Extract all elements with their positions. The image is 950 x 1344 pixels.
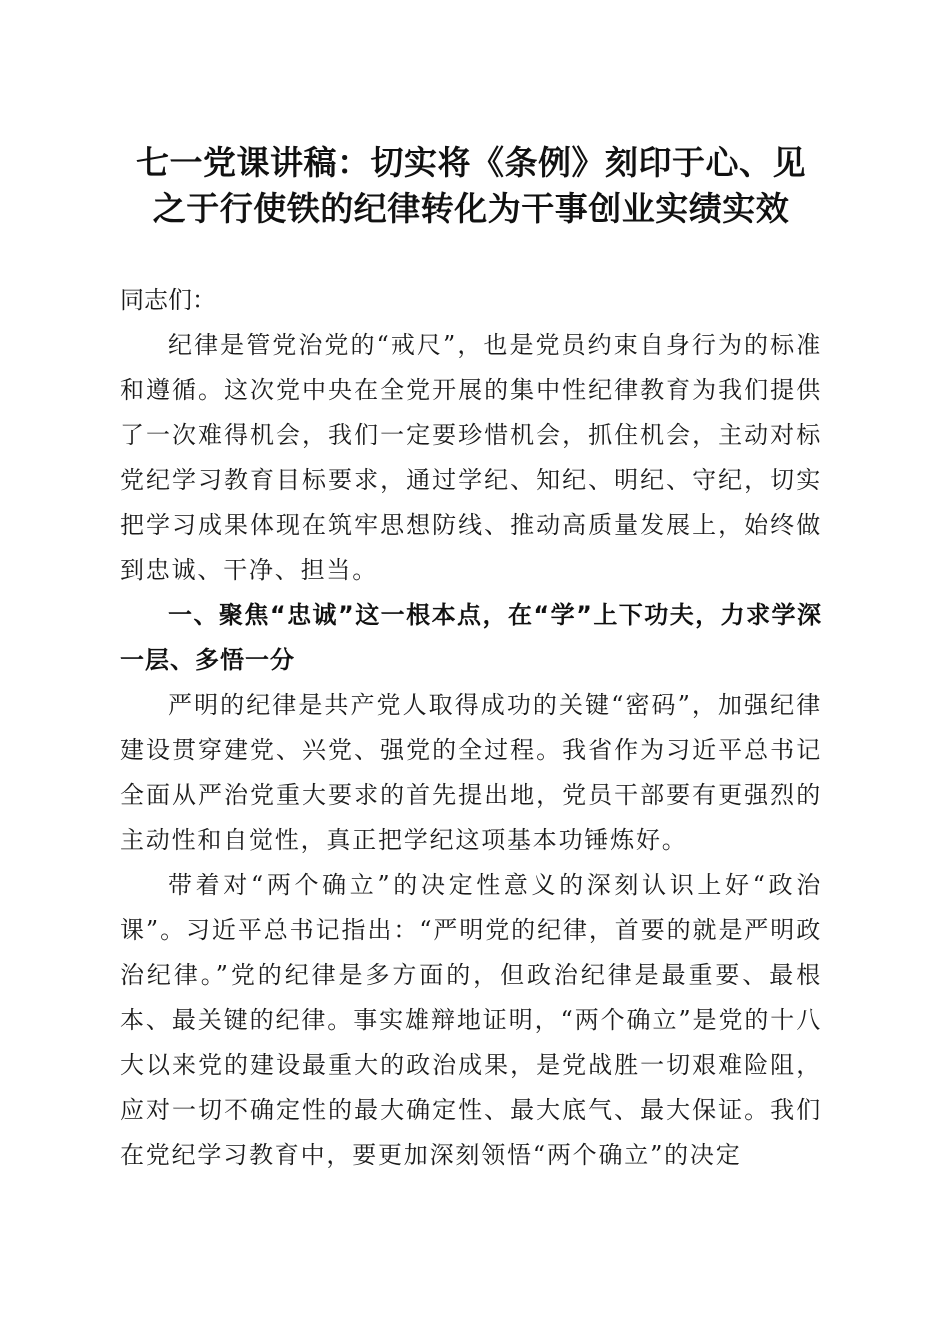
intro-paragraph: 纪律是管党治党的“戒尺”，也是党员约束自身行为的标准和遵循。这次党中央在全党开展的集中性纪律教育为我们提供了一次难得机会，我们一定要珍惜机会，抓住机会，主动对标党纪学习教育目标要求，通过学纪、知纪、明纪、守纪，切实把学习成果体现在筑牢思想防线、推动高质量发展上，始终做到忠诚、干净、担当。 <box>120 331 822 584</box>
body-paragraph-2: 带着对“两个确立”的决定性意义的深刻认识上好“政治课”。习近平总书记指出：“严明党的纪律，首要的就是严明政治纪律。”党的纪律是多方面的，但政治纪律是最重要、最根本、最关键的纪律。事实雄辩地证明，“两个确立”是党的十八大以来党的建设最重大的政治成果，是党战胜一切艰难险阻，应对一切不确定性的最大确定性、最大底气、最大保证。我们在党纪学习教育中，要更加深刻领悟“两个确立”的决定 <box>120 871 822 1169</box>
section-heading-1: 一、聚焦“忠诚”这一根本点，在“学”上下功夫，力求学深一层、多悟一分 <box>120 601 822 674</box>
document-title <box>120 140 822 232</box>
title-line-2: 之于行使铁的纪律转化为干事创业实绩实效 <box>152 189 790 228</box>
body-paragraph-1: 严明的纪律是共产党人取得成功的关键“密码”，加强纪律建设贯穿建党、兴党、强党的全过程。我省作为习近平总书记全面从严治党重大要求的首先提出地，党员干部要有更强烈的主动性和自觉性，真正把学纪这项基本功锤炼好。 <box>120 691 822 854</box>
salutation: 同志们： <box>120 286 216 314</box>
title-line-1: 七一党课讲稿：切实将《条例》刻印于心、见 <box>136 143 806 182</box>
